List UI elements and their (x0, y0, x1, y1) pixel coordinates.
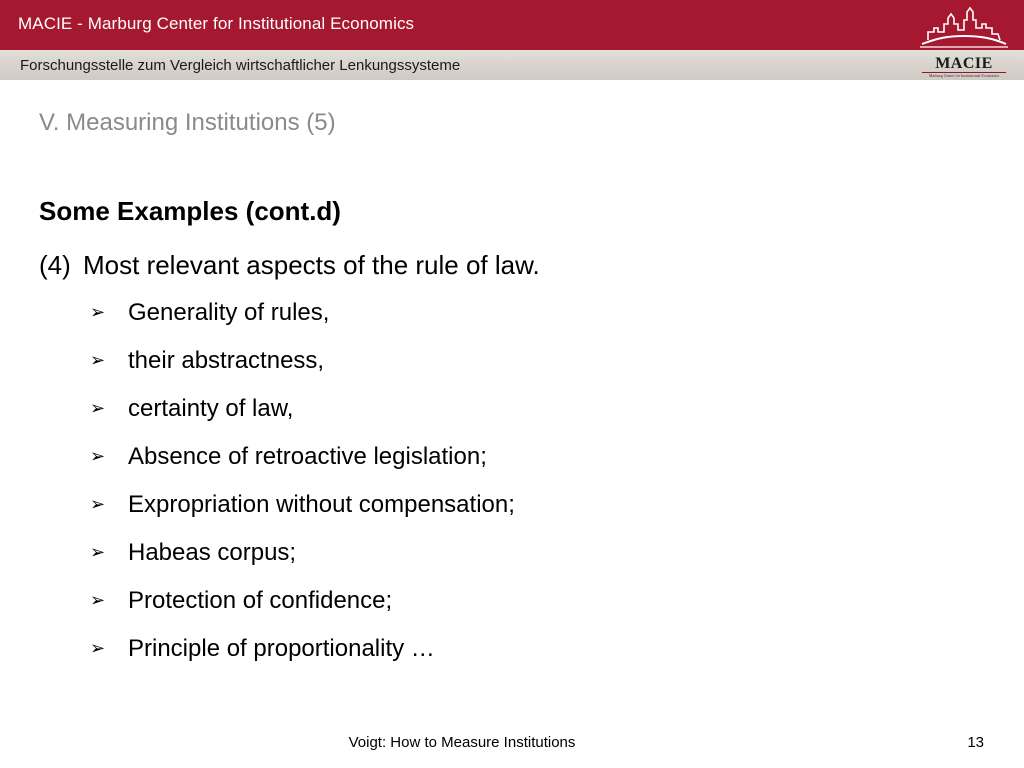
arrow-bullet-icon: ➢ (90, 398, 106, 419)
item-number: (4) (39, 250, 71, 280)
header-title: MACIE - Marburg Center for Institutional Economics (18, 14, 415, 33)
castle-icon (918, 4, 1010, 48)
arrow-bullet-icon: ➢ (90, 302, 106, 323)
bullet-text: Generality of rules, (128, 299, 330, 326)
footer-text: Voigt: How to Measure Institutions (348, 734, 576, 751)
page-number: 13 (967, 734, 984, 751)
bullet-text: Absence of retroactive legislation; (128, 443, 487, 470)
bullet-item (90, 394, 515, 442)
numbered-item (39, 250, 540, 281)
bullet-item (90, 442, 515, 490)
logo-text: MACIE (935, 55, 993, 72)
arrow-bullet-icon: ➢ (90, 350, 106, 371)
bullet-item (90, 538, 515, 586)
arrow-bullet-icon: ➢ (90, 638, 106, 659)
bullet-text: certainty of law, (128, 395, 294, 422)
slide-title: V. Measuring Institutions (5) (39, 109, 336, 136)
bullet-text: their abstractness, (128, 347, 325, 374)
bullet-text: Habeas corpus; (128, 539, 297, 566)
arrow-bullet-icon: ➢ (90, 494, 106, 515)
logo-small-text: Marburg Center for Institutional Economics (928, 73, 1000, 78)
bullet-item (90, 586, 515, 634)
section-heading: Some Examples (cont.d) (39, 196, 341, 226)
bullet-list (90, 298, 515, 682)
bullet-text: Expropriation without compensation; (128, 491, 515, 518)
bullet-text: Protection of confidence; (128, 587, 393, 614)
macie-logo (918, 4, 1010, 78)
bullet-item (90, 634, 515, 682)
bullet-text: Principle of proportionality … (128, 635, 435, 662)
bullet-item (90, 346, 515, 394)
item-text: Most relevant aspects of the rule of law. (83, 250, 540, 280)
arrow-bullet-icon: ➢ (90, 590, 106, 611)
bullet-item (90, 490, 515, 538)
bullet-item (90, 298, 515, 346)
subheader-text: Forschungsstelle zum Vergleich wirtschaftlicher Lenkungssysteme (20, 57, 461, 74)
arrow-bullet-icon: ➢ (90, 446, 106, 467)
arrow-bullet-icon: ➢ (90, 542, 106, 563)
